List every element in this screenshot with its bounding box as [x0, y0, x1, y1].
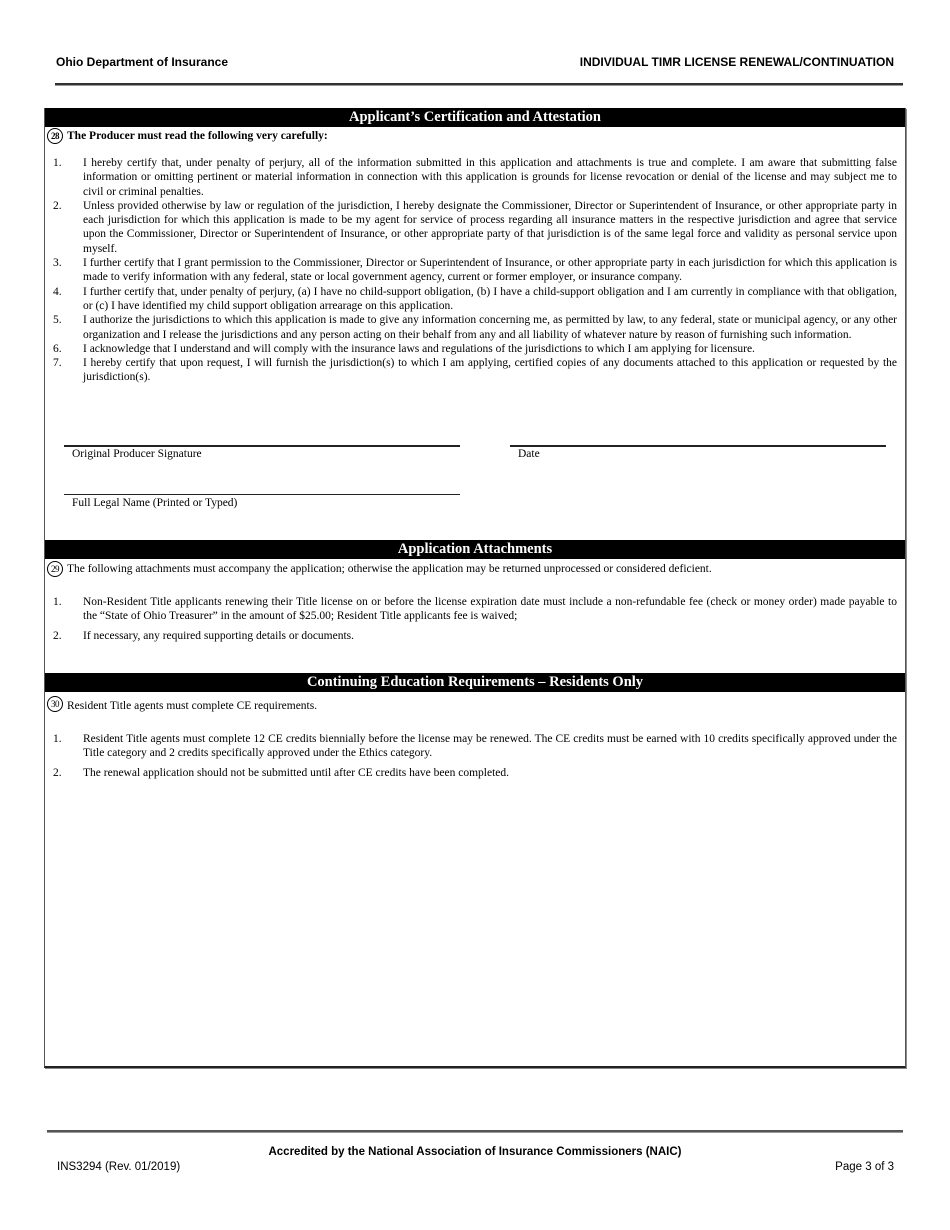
full-legal-name-field[interactable] [64, 494, 460, 495]
form-title: INDIVIDUAL TIMR LICENSE RENEWAL/CONTINUATION [579, 55, 894, 69]
list-item: 4. I further certify that, under penalty of perjury, (a) I have no child-support obligation, (b) I have a child-support obligation and I am currently in compliance with that obligation, or (c) I have identified my child support obligation arrearage on this application. [53, 285, 897, 312]
page-number: Page 3 of 3 [835, 1161, 894, 1173]
list-item: 2. Unless provided otherwise by law or regulation of the jurisdiction, I hereby designate the Commissioner, Director or Superintendent of Insurance, or other appropriate party in each jurisdiction for which this application is made to be my agent for service of process regarding all insurance matters in the respective jurisdiction and agree that service upon the Commissioner, Director or Superintendent of Insurance, or other appropriate party of that jurisdiction is of the same legal force and validity as personal service upon myself. [53, 199, 897, 255]
item-number-badge: 30 [47, 696, 63, 712]
section-header-attachments: Application Attachments [45, 540, 905, 559]
attachments-list [53, 595, 897, 648]
list-item: 3. I further certify that I grant permission to the Commissioner, Director or Superintendent of Insurance, or other appropriate party in each jurisdiction for which this application is made to verify information with any federal, state or local government agency, current or former employer, or insurance company. [53, 257, 897, 284]
attachments-intro-text: The following attachments must accompany the application; otherwise the application may be returned unprocessed or considered deficient. [67, 562, 712, 575]
item-number-badge: 28 [47, 128, 63, 144]
date-label: Date [518, 448, 540, 460]
date-field[interactable] [510, 445, 886, 447]
organization-name: Ohio Department of Insurance [56, 55, 229, 69]
section-header-certification: Applicant’s Certification and Attestation [45, 108, 905, 127]
form-id: INS3294 (Rev. 01/2019) [57, 1161, 181, 1173]
item-number-badge: 29 [47, 561, 63, 577]
continuing-education-intro [47, 696, 317, 712]
continuing-education-intro-text: Resident Title agents must complete CE requirements. [67, 700, 318, 712]
list-item: 5. I authorize the jurisdictions to which this application is made to give any information concerning me, as permitted by law, to any federal, state or municipal agency, or any other organization and I release the jurisdictions and any person acting on their behalf from any and all liability of whatever nature by reason of furnishing such information. [53, 314, 897, 341]
footer-divider [47, 1130, 903, 1133]
signature-label: Original Producer Signature [72, 448, 202, 460]
list-item: 2. If necessary, any required supporting details or documents. [53, 629, 355, 642]
section-header-continuing-education: Continuing Education Requirements – Residents Only [45, 673, 905, 692]
list-item: 1. Non-Resident Title applicants renewing their Title license on or before the license expiration date must include a non-refundable fee (check or money order) made payable to the “State of Ohio Treasurer” in the amount of $25.00; Resident Title applicants fee is waived; [53, 596, 897, 623]
header-divider [55, 83, 903, 86]
attachments-intro [47, 561, 712, 577]
certification-list [53, 156, 897, 385]
full-legal-name-label: Full Legal Name (Printed or Typed) [72, 497, 238, 509]
certification-intro [47, 128, 328, 144]
list-item: 1. Resident Title agents must complete 12 CE credits biennially before the license may be renewed. The CE credits must be earned with 10 credits specifically approved under the Title category and 2 credits specifically approved under the Ethics category. [53, 733, 897, 760]
form-frame [44, 108, 906, 1068]
accreditation-text: Accredited by the National Association of Insurance Commissioners (NAIC) [268, 1146, 682, 1158]
list-item: 7. I hereby certify that upon request, I will furnish the jurisdiction(s) to which I am applying, certified copies of any documents attached to this application or requested by the jurisdiction(s). [53, 357, 897, 384]
certification-intro-text: The Producer must read the following very carefully: [67, 129, 328, 142]
continuing-education-list [53, 732, 897, 785]
list-item: 6. I acknowledge that I understand and will comply with the insurance laws and regulations of the jurisdictions to which I am applying for licensure. [53, 342, 755, 355]
signature-field[interactable] [64, 445, 460, 447]
list-item: 2. The renewal application should not be submitted until after CE credits have been completed. [53, 766, 510, 779]
list-item: 1. I hereby certify that, under penalty of perjury, all of the information submitted in this application and attachments is true and complete. I am aware that submitting false information or omitting pertinent or material information in connection with this application is grounds for license revocation or denial of the license and may subject me to civil or criminal penalties. [53, 157, 897, 198]
